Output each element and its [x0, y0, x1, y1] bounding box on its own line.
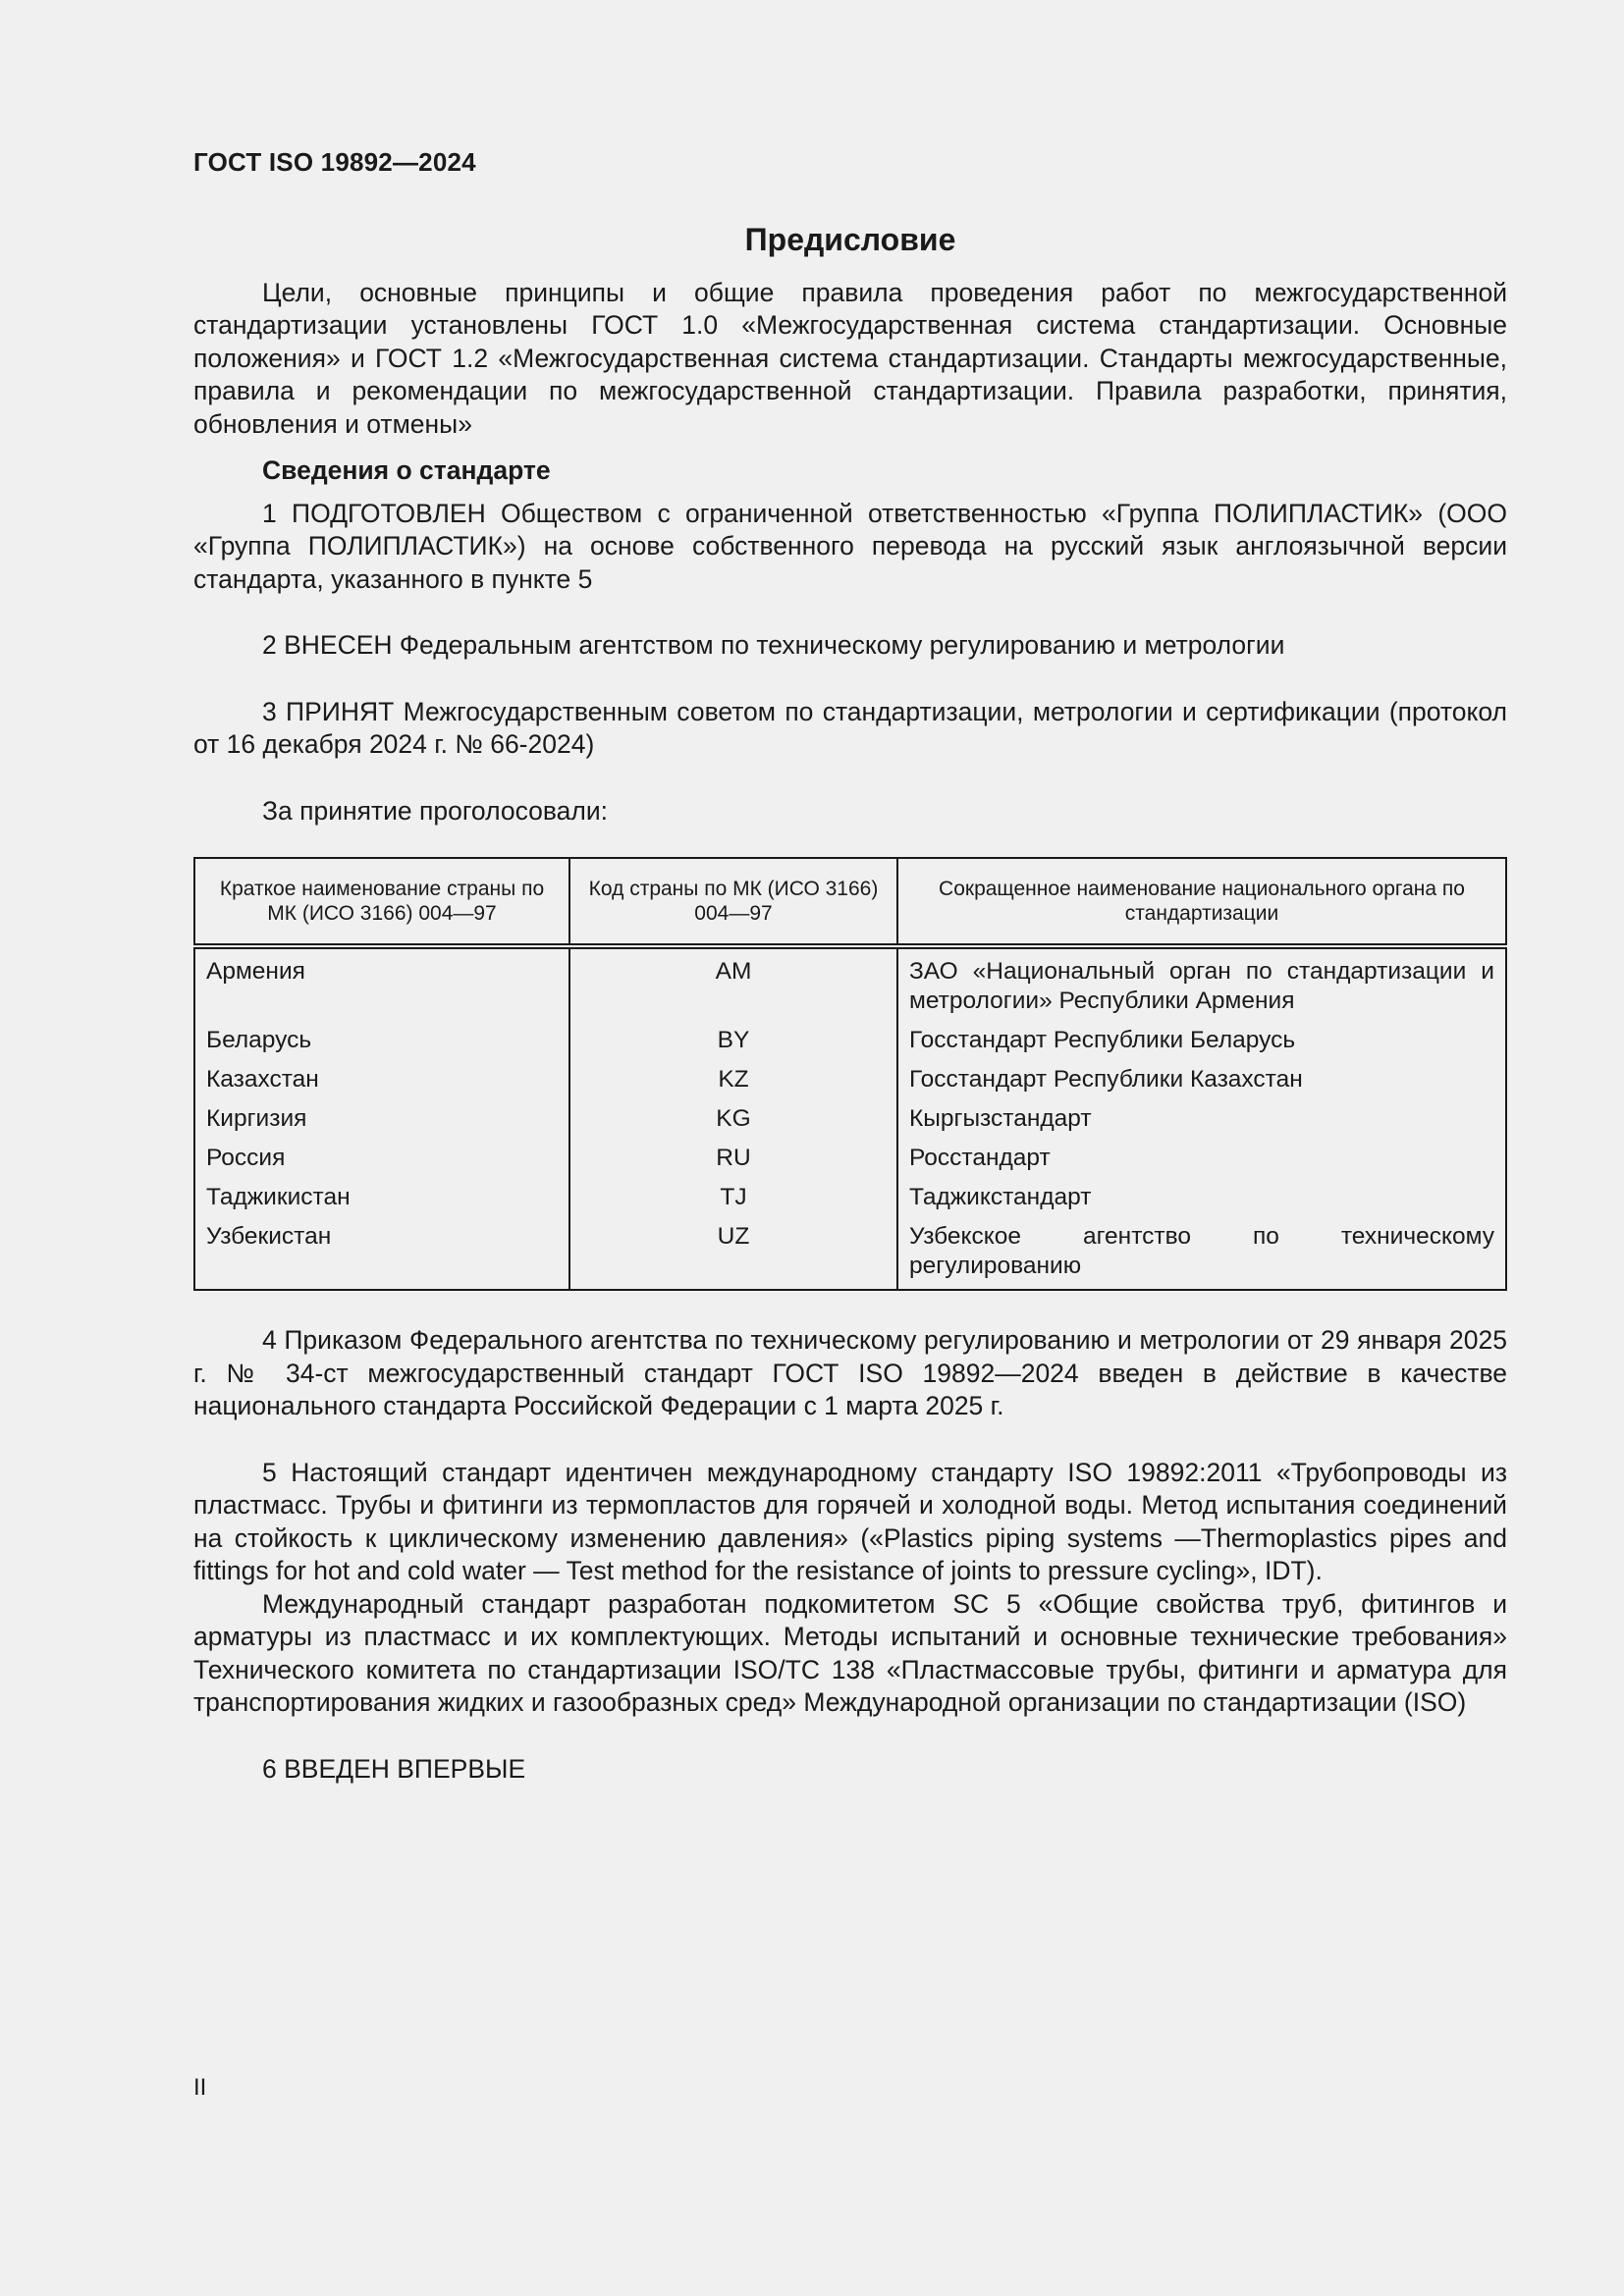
- code-cell: BY: [569, 1022, 897, 1061]
- code-cell: KZ: [569, 1061, 897, 1100]
- item-3-paragraph: 3 ПРИНЯТ Межгосударственным советом по стандартизации, метрологии и сертификации (протокол от 16 декабря 2024 г. № 66-2024): [193, 696, 1507, 759]
- header-country-code: Код страны по МК (ИСО 3166) 004—97: [569, 858, 897, 946]
- item-4-paragraph: 4 Приказом Федерального агентства по техническому регулированию и метрологии от 29 января 2025 г. № 34-ст межгосударственный стандарт ГОСТ ISO 19892—2024 введен в действие в качестве национального стандарта Российской Федерации с 1 марта 2025 г.: [193, 1325, 1507, 1420]
- country-cell: Армения: [206, 958, 305, 985]
- country-cell: Казахстан: [206, 1066, 319, 1093]
- body-cell: Госстандарт Республики Беларусь: [897, 1022, 1506, 1061]
- item-5-continuation: Международный стандарт разработан подкомитетом SC 5 «Общие свойства труб, фитингов и арматуры из пластмасс и их комплектующих. Методы испытаний и основные технические требования» Технического комитета по стандартизации ISO/TC 138 «Пластмассовые трубы, фитинги и арматура для транспортирования жидких и газообразных сред» Международной организации по стандартизации (ISO): [193, 1588, 1507, 1717]
- header-country-name: Краткое наименование страны по МК (ИСО 3166) 004—97: [194, 858, 569, 946]
- document-id-header: ГОСТ ISO 19892—2024: [193, 147, 476, 177]
- code-cell: UZ: [569, 1218, 897, 1290]
- body-cell: Росстандарт: [897, 1140, 1506, 1179]
- table-row: [194, 1061, 1506, 1100]
- body-cell: Госстандарт Республики Казахстан: [897, 1061, 1506, 1100]
- country-cell: Россия: [206, 1145, 286, 1171]
- member-states-table: [193, 857, 1507, 1291]
- country-cell: Киргизия: [206, 1105, 307, 1132]
- table-row: [194, 1100, 1506, 1140]
- country-cell: Таджикистан: [206, 1184, 351, 1210]
- table-row: [194, 1218, 1506, 1290]
- country-cell: Узбекистан: [206, 1223, 332, 1250]
- body-cell: Узбекское агентство по техническому регулированию: [897, 1218, 1506, 1290]
- code-cell: TJ: [569, 1179, 897, 1218]
- table-row: [194, 1140, 1506, 1179]
- code-cell: RU: [569, 1140, 897, 1179]
- body-cell: ЗАО «Национальный орган по стандартизации и метрологии» Республики Армения: [897, 946, 1506, 1022]
- vote-intro-paragraph: За принятие проголосовали:: [262, 795, 609, 826]
- page-content: [193, 224, 1507, 1786]
- country-cell: Беларусь: [206, 1027, 312, 1053]
- item-5-paragraph: 5 Настоящий стандарт идентичен международному стандарту ISO 19892:2011 «Трубопроводы из пластмасс. Трубы и фитинги из термопластов для горячей и холодной воды. Метод испытания соединений на стойкость к циклическому изменению давления» («Plastics piping systems —Thermoplastics pipes and fittings for hot and cold water — Test method for the resistance of joints to pressure cycling», IDT).: [193, 1457, 1507, 1585]
- body-cell: Таджикстандарт: [897, 1179, 1506, 1218]
- intro-paragraph: Цели, основные принципы и общие правила проведения работ по межгосударственной стандартизации установлены ГОСТ 1.0 «Межгосударственная система стандартизации. Основные положения» и ГОСТ 1.2 «Межгосударственная система стандартизации. Стандарты межгосударственные, правила и рекомендации по межгосударственной стандартизации. Правила разработки, принятия, обновления и отмены»: [193, 277, 1507, 439]
- item-2-paragraph: 2 ВНЕСЕН Федеральным агентством по техническому регулированию и метрологии: [262, 630, 1285, 660]
- table-row: [194, 1022, 1506, 1061]
- page-title: Предисловие: [744, 222, 956, 257]
- table-row: [194, 1179, 1506, 1218]
- section-heading: Сведения о стандарте: [262, 455, 551, 485]
- body-cell: Кыргызстандарт: [897, 1100, 1506, 1140]
- header-national-body: Сокращенное наименование национального органа по стандартизации: [897, 858, 1506, 946]
- item-1-paragraph: 1 ПОДГОТОВЛЕН Обществом с ограниченной ответственностью «Группа ПОЛИПЛАСТИК» (ООО «Группа ПОЛИПЛАСТИК») на основе собственного перевода на русский язык англоязычной версии стандарта, указанного в пункте 5: [193, 498, 1507, 594]
- code-cell: AM: [569, 946, 897, 1022]
- code-cell: KG: [569, 1100, 897, 1140]
- item-6-paragraph: 6 ВВЕДЕН ВПЕРВЫЕ: [262, 1753, 526, 1784]
- table-row: [194, 946, 1506, 1022]
- page-number: II: [193, 2074, 207, 2101]
- table-header-row: [194, 858, 1506, 946]
